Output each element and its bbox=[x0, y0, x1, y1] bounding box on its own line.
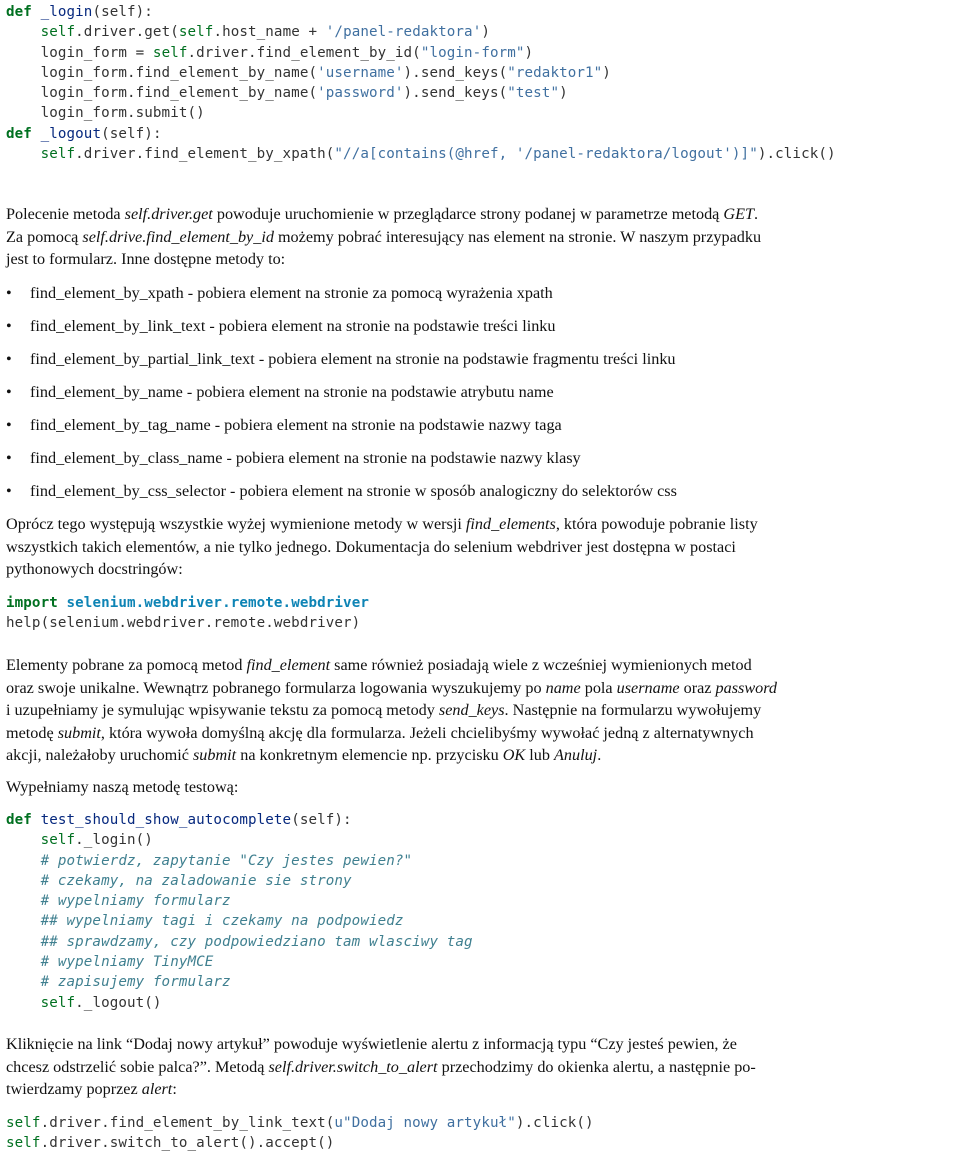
code-line: # wypelniamy TinyMCE bbox=[40, 954, 214, 971]
code-line: def test_should_show_autocomplete(self): bbox=[6, 812, 352, 828]
code-line: self.driver.switch_to_alert().accept() bbox=[6, 1135, 335, 1152]
code-line: ## sprawdzamy, czy podpowiedziano tam wlasciwy tag bbox=[40, 933, 473, 950]
code-block-test bbox=[6, 810, 954, 1013]
code-line: login_form = self.driver.find_element_by_id("login-form") bbox=[40, 44, 534, 61]
code-line: login_form.find_element_by_name('username').send_keys("redaktor1") bbox=[40, 64, 611, 81]
code-line: self.driver.find_element_by_link_text(u"Dodaj nowy artykuł").click() bbox=[6, 1115, 594, 1131]
code-line: ## wypelniamy tagi i czekamy na podpowiedz bbox=[40, 913, 404, 930]
list-item: • find_element_by_xpath - pobiera element na stronie za pomocą wyrażenia xpath bbox=[6, 284, 553, 302]
code-line: # zapisujemy formularz bbox=[40, 974, 231, 991]
paragraph-find-elements: Oprócz tego występują wszystkie wyżej wymienione metody w wersji find_elements, która powoduje pobranie listy wszystkich takich elementów, a nie tylko jednego. Dokumentacja do selenium webdriver jest dostępna w postaci pythonowych docstringów: bbox=[6, 515, 758, 579]
code-line: # potwierdz, zapytanie "Czy jestes pewien?" bbox=[40, 852, 413, 869]
code-line: help(selenium.webdriver.remote.webdriver) bbox=[6, 615, 361, 632]
code-line: import selenium.webdriver.remote.webdriver bbox=[6, 595, 369, 611]
code-line: login_form.submit() bbox=[40, 105, 205, 122]
paragraph-test-method: Wypełniamy naszą metodę testową: bbox=[6, 778, 239, 796]
list-item: • find_element_by_partial_link_text - pobiera element na stronie na podstawie fragmentu treści linku bbox=[6, 350, 676, 368]
code-block-help bbox=[6, 593, 954, 634]
paragraph-driver-get: Polecenie metoda self.driver.get powoduje uruchomienie w przeglądarce strony podanej w parametrze metodą GET. Za pomocą self.drive.find_element_by_id możemy pobrać interesujący nas element na stronie. W naszym przypadku jest to formularz. Inne dostępne metody to: bbox=[6, 205, 762, 269]
code-block-alert bbox=[6, 1113, 954, 1154]
list-item: • find_element_by_css_selector - pobiera element na stronie w sposób analogiczny do selektorów css bbox=[6, 482, 677, 500]
code-line: def _login(self): bbox=[6, 4, 153, 20]
paragraph-elements: Elementy pobrane za pomocą metod find_element same również posiadają wiele z wcześniej wymienionych metod oraz swoje unikalne. Wewnątrz pobranego formularza logowania wyszukujemy po name pola username oraz password i uzupełniamy je symulując wpisywanie tekstu za pomocą metody send_keys. Następnie na formularzu wywołujemy metodę submit, która wywoła domyślną akcję dla formularza. Jeżeli chcielibyśmy wywołać jedną z alternatywnych akcji, należałoby uruchomić submit na konkretnym elemencie np. przycisku OK lub Anuluj. bbox=[6, 656, 778, 765]
list-item: • find_element_by_link_text - pobiera element na stronie na podstawie treści linku bbox=[6, 317, 556, 335]
code-line: self.driver.get(self.host_name + '/panel-redaktora') bbox=[40, 24, 490, 41]
code-line: self._logout() bbox=[40, 994, 162, 1011]
code-line: login_form.find_element_by_name('password').send_keys("test") bbox=[40, 85, 568, 102]
code-line: # wypelniamy formularz bbox=[40, 893, 231, 910]
list-item: • find_element_by_name - pobiera element na stronie na podstawie atrybutu name bbox=[6, 383, 554, 401]
code-line: # czekamy, na zaladowanie sie strony bbox=[40, 872, 352, 889]
code-block-login-logout bbox=[6, 2, 954, 164]
list-item: • find_element_by_tag_name - pobiera element na stronie na podstawie nazwy taga bbox=[6, 416, 562, 434]
paragraph-alert: Kliknięcie na link “Dodaj nowy artykuł” powoduje wyświetlenie alertu z informacją typu “Czy jesteś pewien, że chcesz odstrzelić sobie palca?”. Metodą self.driver.switch_to_alert przechodzimy do okienka alertu, a następnie po- twierdzamy poprzez alert: bbox=[6, 1035, 756, 1099]
code-line: self.driver.find_element_by_xpath("//a[contains(@href, '/panel-redaktora/logout')]").click() bbox=[40, 146, 836, 163]
code-line: self._login() bbox=[40, 832, 153, 849]
list-item: • find_element_by_class_name - pobiera element na stronie na podstawie nazwy klasy bbox=[6, 449, 581, 467]
code-line: def _logout(self): bbox=[6, 125, 162, 142]
